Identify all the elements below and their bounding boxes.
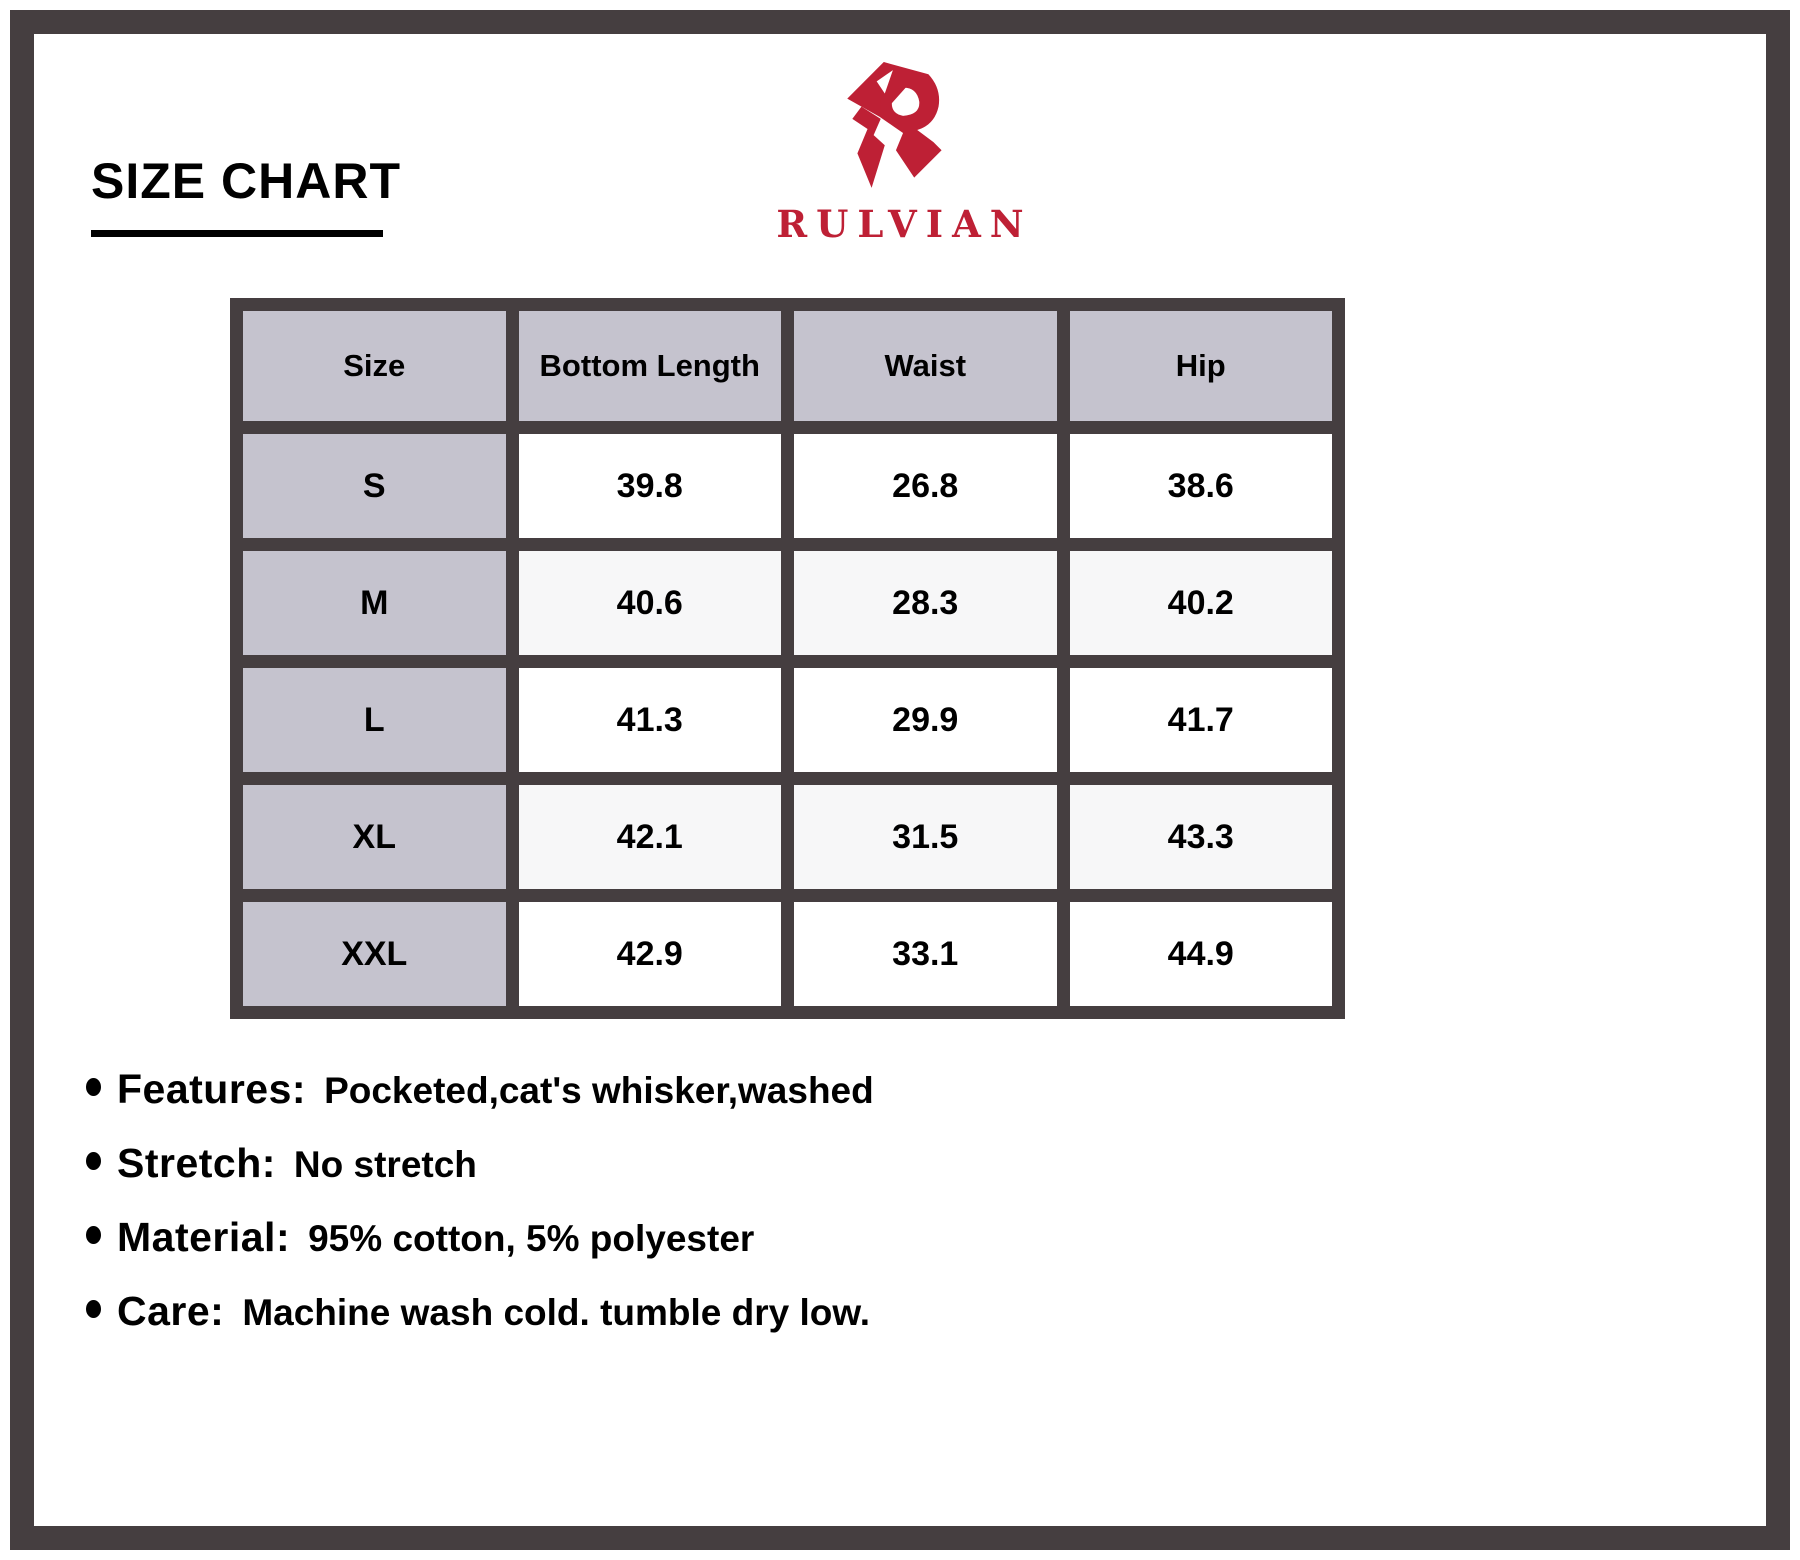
detail-value: Pocketed,cat's whisker,washed [324, 1070, 874, 1111]
brand-logo-r-icon [838, 58, 962, 200]
detail-row-stretch [86, 1140, 874, 1187]
value-cell: 26.8 [794, 434, 1057, 538]
detail-row-features [86, 1066, 874, 1113]
table-row [243, 551, 1332, 655]
value-cell: 40.2 [1070, 551, 1333, 655]
value-cell: 39.8 [519, 434, 782, 538]
detail-row-material [86, 1214, 874, 1261]
detail-label: Stretch: [117, 1140, 276, 1186]
value-cell: 41.7 [1070, 668, 1333, 772]
value-cell: 42.1 [519, 785, 782, 889]
brand-logo [750, 58, 1050, 246]
detail-label: Features: [117, 1066, 307, 1112]
value-cell: 44.9 [1070, 902, 1333, 1006]
value-cell: 31.5 [794, 785, 1057, 889]
detail-label: Care: [117, 1288, 225, 1334]
value-cell: 43.3 [1070, 785, 1333, 889]
size-cell: XXL [243, 902, 506, 1006]
table-row [243, 785, 1332, 889]
size-cell: XL [243, 785, 506, 889]
table-row [243, 902, 1332, 1006]
detail-row-care [86, 1288, 874, 1335]
value-cell: 40.6 [519, 551, 782, 655]
size-chart-table [230, 298, 1345, 1019]
bullet-icon [86, 1152, 101, 1170]
size-cell: M [243, 551, 506, 655]
bullet-icon [86, 1078, 101, 1096]
column-header-hip: Hip [1070, 311, 1333, 421]
detail-value: 95% cotton, 5% polyester [308, 1218, 755, 1259]
size-cell: L [243, 668, 506, 772]
page-title: SIZE CHART [91, 153, 401, 209]
title-underline [91, 230, 383, 237]
product-details-list [86, 1066, 874, 1362]
value-cell: 41.3 [519, 668, 782, 772]
header-row [243, 311, 1332, 421]
detail-value: No stretch [293, 1144, 477, 1185]
column-header-bottom-length: Bottom Length [519, 311, 782, 421]
column-header-size: Size [243, 311, 506, 421]
detail-label: Material: [117, 1214, 291, 1260]
column-header-waist: Waist [794, 311, 1057, 421]
table-row [243, 668, 1332, 772]
value-cell: 28.3 [794, 551, 1057, 655]
value-cell: 42.9 [519, 902, 782, 1006]
page-frame [10, 10, 1790, 1550]
size-cell: S [243, 434, 506, 538]
value-cell: 38.6 [1070, 434, 1333, 538]
bullet-icon [86, 1300, 101, 1318]
bullet-icon [86, 1226, 101, 1244]
brand-name: RULVIAN [776, 202, 1033, 246]
table-row [243, 434, 1332, 538]
detail-value: Machine wash cold. tumble dry low. [242, 1292, 871, 1333]
value-cell: 33.1 [794, 902, 1057, 1006]
value-cell: 29.9 [794, 668, 1057, 772]
